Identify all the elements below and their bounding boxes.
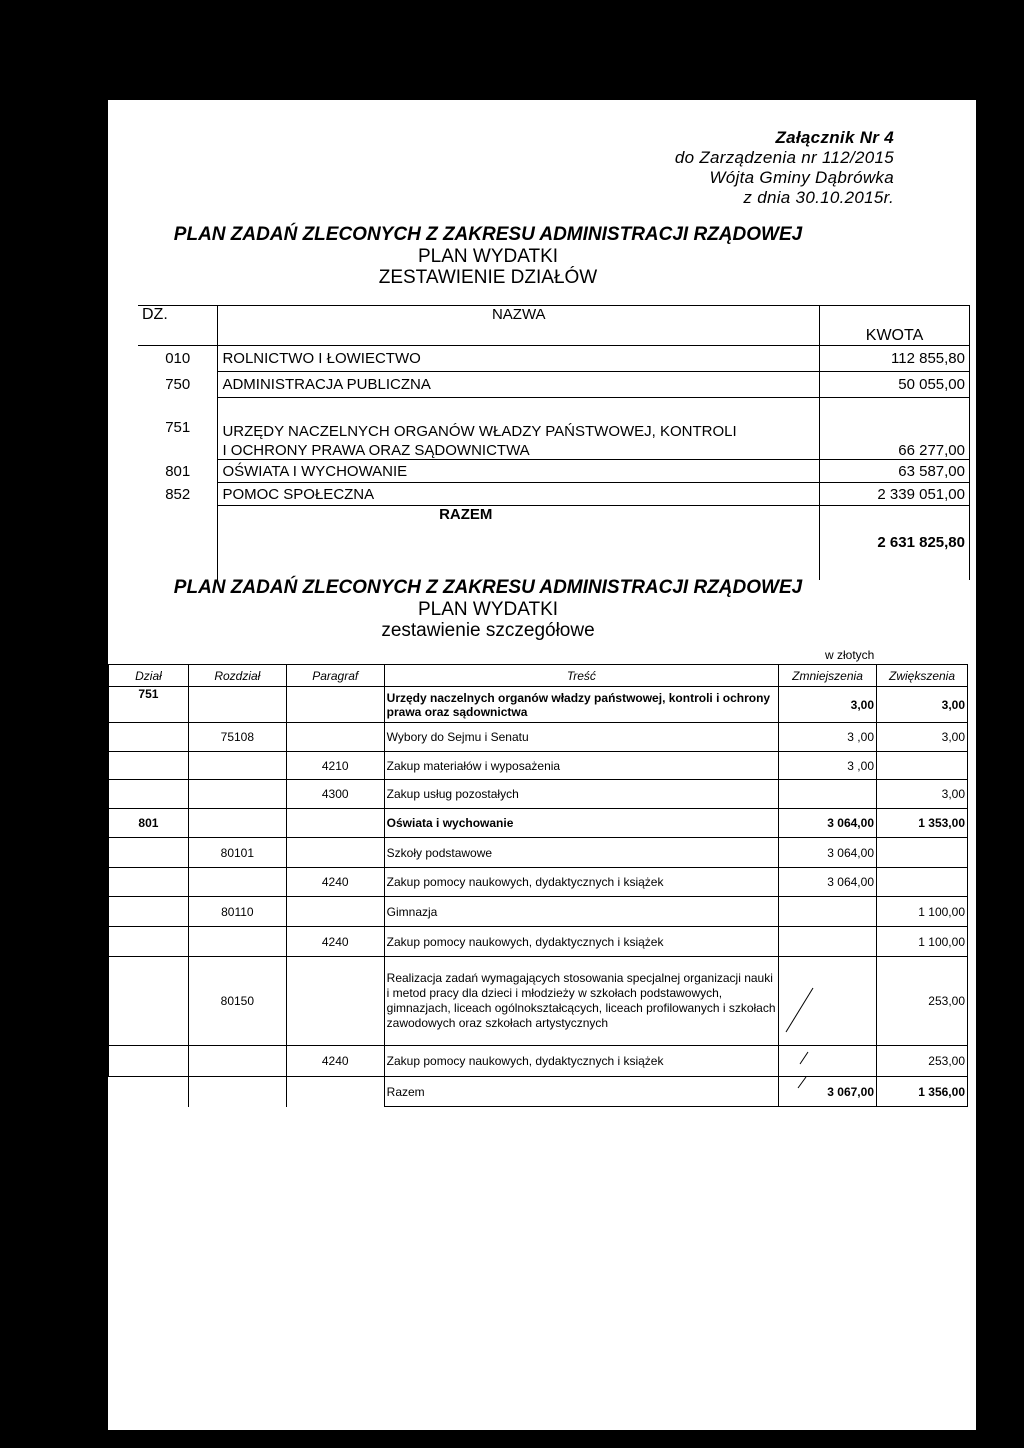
detail-paragraf <box>286 838 384 868</box>
detail-rozdzial <box>188 780 286 809</box>
detail-dzial <box>109 752 189 780</box>
detail-paragraf: 4240 <box>286 868 384 897</box>
summary-row <box>138 372 970 398</box>
summary-row <box>138 483 970 506</box>
detail-subtitle-2: zestawienie szczegółowe <box>381 620 595 641</box>
summary-row <box>138 460 970 483</box>
summary-kwota: 2 339 051,00 <box>820 483 970 506</box>
detail-table <box>108 664 968 1107</box>
summary-kwota: 66 277,00 <box>820 398 970 460</box>
detail-paragraf: 4210 <box>286 752 384 780</box>
summary-header-row <box>138 306 970 346</box>
summary-row <box>138 398 970 460</box>
detail-tresc: Zakup pomocy naukowych, dydaktycznych i książek <box>384 1046 778 1077</box>
detail-paragraf <box>286 687 384 723</box>
detail-rozdzial: 75108 <box>188 723 286 752</box>
summary-dz: 010 <box>138 346 218 372</box>
detail-rozdzial <box>188 687 286 723</box>
summary-subtitle: PLAN WYDATKI <box>417 246 559 267</box>
summary-title: PLAN ZADAŃ ZLECONYCH Z ZAKRESU ADMINISTRACJI RZĄDOWEJ <box>173 224 803 245</box>
detail-dzial <box>109 957 189 1046</box>
detail-dzial: 751 <box>109 687 189 723</box>
summary-total-empty <box>138 506 218 580</box>
detail-rozdzial: 80110 <box>188 897 286 927</box>
summary-total-value: 2 631 825,80 <box>820 506 970 580</box>
detail-rozdzial: 80101 <box>188 838 286 868</box>
detail-zwiekszenia <box>877 752 968 780</box>
detail-paragraf: 4240 <box>286 927 384 957</box>
detail-tresc: Zakup usług pozostałych <box>384 780 778 809</box>
summary-nazwa <box>218 398 820 460</box>
header-dzial: Dział <box>109 665 189 687</box>
detail-dzial <box>109 1046 189 1077</box>
detail-tresc: Szkoły podstawowe <box>384 838 778 868</box>
slash-mark <box>800 1052 808 1064</box>
detail-rozdzial <box>188 927 286 957</box>
detail-row <box>109 957 968 1046</box>
header-kwota: KWOTA <box>820 306 970 346</box>
detail-dzial <box>109 897 189 927</box>
detail-zwiekszenia: 3,00 <box>877 687 968 723</box>
detail-row <box>109 927 968 957</box>
detail-total-label: Razem <box>384 1077 778 1107</box>
document-page <box>108 100 976 1430</box>
summary-nazwa-line1: URZĘDY NACZELNYCH ORGANÓW WŁADZY PAŃSTWOWEJ, KONTROLI <box>222 423 737 440</box>
detail-paragraf <box>286 897 384 927</box>
summary-kwota: 112 855,80 <box>820 346 970 372</box>
detail-tresc: Zakup materiałów i wyposażenia <box>384 752 778 780</box>
detail-row <box>109 752 968 780</box>
detail-zwiekszenia: 253,00 <box>877 1046 968 1077</box>
detail-paragraf <box>286 957 384 1046</box>
attachment-line2: Wójta Gminy Dąbrówka <box>709 168 894 187</box>
detail-row <box>109 687 968 723</box>
detail-row <box>109 838 968 868</box>
detail-rozdzial <box>188 1046 286 1077</box>
detail-header-row <box>109 665 968 687</box>
detail-zwiekszenia: 3,00 <box>877 780 968 809</box>
detail-row <box>109 897 968 927</box>
summary-total-row <box>138 506 970 580</box>
detail-total-zmniejszenia: 3 067,00 <box>779 1077 877 1107</box>
summary-dz: 801 <box>138 460 218 483</box>
detail-tresc: Zakup pomocy naukowych, dydaktycznych i książek <box>384 927 778 957</box>
detail-tresc: Urzędy naczelnych organów władzy państwowej, kontroli i ochrony prawa oraz sądownictwa <box>384 687 778 723</box>
unit-label: w złotych <box>825 648 875 662</box>
detail-total-empty <box>109 1077 189 1107</box>
summary-dz: 852 <box>138 483 218 506</box>
detail-dzial <box>109 927 189 957</box>
summary-nazwa: OŚWIATA I WYCHOWANIE <box>218 460 820 483</box>
detail-paragraf: 4240 <box>286 1046 384 1077</box>
detail-zmniejszenia: 3 ,00 <box>779 752 877 780</box>
detail-paragraf <box>286 809 384 838</box>
attachment-line3: z dnia 30.10.2015r. <box>743 188 894 207</box>
detail-total-empty <box>188 1077 286 1107</box>
handwritten-slash-marks <box>778 980 818 1090</box>
detail-dzial <box>109 780 189 809</box>
detail-zwiekszenia: 3,00 <box>877 723 968 752</box>
detail-rozdzial <box>188 868 286 897</box>
detail-zmniejszenia: 3 064,00 <box>779 809 877 838</box>
detail-paragraf <box>286 723 384 752</box>
summary-nazwa: ROLNICTWO I ŁOWIECTWO <box>218 346 820 372</box>
summary-nazwa: POMOC SPOŁECZNA <box>218 483 820 506</box>
detail-zwiekszenia <box>877 868 968 897</box>
detail-rozdzial: 80150 <box>188 957 286 1046</box>
header-dz: DZ. <box>138 306 218 346</box>
detail-row <box>109 1046 968 1077</box>
detail-zmniejszenia: 3 064,00 <box>779 868 877 897</box>
detail-zmniejszenia: 3 064,00 <box>779 838 877 868</box>
detail-subtitle: PLAN WYDATKI <box>417 599 559 620</box>
summary-dz: 751 <box>138 398 218 460</box>
detail-zmniejszenia <box>779 897 877 927</box>
detail-paragraf: 4300 <box>286 780 384 809</box>
detail-zwiekszenia: 1 353,00 <box>877 809 968 838</box>
detail-tresc: Wybory do Sejmu i Senatu <box>384 723 778 752</box>
detail-zwiekszenia: 1 100,00 <box>877 927 968 957</box>
detail-row <box>109 780 968 809</box>
detail-rozdzial <box>188 809 286 838</box>
header-nazwa: NAZWA <box>218 306 820 346</box>
detail-row <box>109 868 968 897</box>
detail-dzial <box>109 723 189 752</box>
header-paragraf: Paragraf <box>286 665 384 687</box>
detail-total-empty <box>286 1077 384 1107</box>
detail-tresc: Oświata i wychowanie <box>384 809 778 838</box>
detail-total-zwiekszenia: 1 356,00 <box>877 1077 968 1107</box>
detail-zmniejszenia: 3 ,00 <box>779 723 877 752</box>
attachment-line1: do Zarządzenia nr 112/2015 <box>674 148 894 167</box>
detail-zmniejszenia <box>779 927 877 957</box>
summary-table <box>138 305 970 580</box>
detail-zmniejszenia <box>779 780 877 809</box>
summary-nazwa-line2: I OCHRONY PRAWA ORAZ SĄDOWNICTWA <box>222 442 530 459</box>
summary-row <box>138 346 970 372</box>
slash-mark <box>786 988 813 1032</box>
detail-tresc: Realizacja zadań wymagających stosowania specjalnej organizacji nauki i metod pracy dla dzieci i młodzieży w szkołach podstawowych, gimnazjach, liceach ogólnokształcących, liceach profilowanych i szkołach zawodowych oraz szkołach artystycznych <box>384 957 778 1046</box>
detail-zwiekszenia: 253,00 <box>877 957 968 1046</box>
detail-row <box>109 723 968 752</box>
header-zmniejszenia: Zmniejszenia <box>779 665 877 687</box>
detail-zwiekszenia: 1 100,00 <box>877 897 968 927</box>
summary-total-label: RAZEM <box>218 506 820 580</box>
summary-kwota: 50 055,00 <box>820 372 970 398</box>
detail-rozdzial <box>188 752 286 780</box>
summary-nazwa: ADMINISTRACJA PUBLICZNA <box>218 372 820 398</box>
header-rozdzial: Rozdział <box>188 665 286 687</box>
detail-dzial <box>109 868 189 897</box>
detail-row <box>109 809 968 838</box>
attachment-title: Załącznik Nr 4 <box>775 128 894 147</box>
detail-title: PLAN ZADAŃ ZLECONYCH Z ZAKRESU ADMINISTRACJI RZĄDOWEJ <box>173 577 803 598</box>
header-tresc: Treść <box>384 665 778 687</box>
detail-tresc: Zakup pomocy naukowych, dydaktycznych i książek <box>384 868 778 897</box>
slash-mark <box>798 1077 806 1088</box>
summary-kwota: 63 587,00 <box>820 460 970 483</box>
header-zwiekszenia: Zwiększenia <box>877 665 968 687</box>
detail-total-row <box>109 1077 968 1107</box>
detail-zwiekszenia <box>877 838 968 868</box>
detail-zmniejszenia: 3,00 <box>779 687 877 723</box>
summary-subtitle-2: ZESTAWIENIE DZIAŁÓW <box>378 267 598 288</box>
detail-dzial <box>109 838 189 868</box>
detail-tresc: Gimnazja <box>384 897 778 927</box>
summary-dz: 750 <box>138 372 218 398</box>
detail-dzial: 801 <box>109 809 189 838</box>
